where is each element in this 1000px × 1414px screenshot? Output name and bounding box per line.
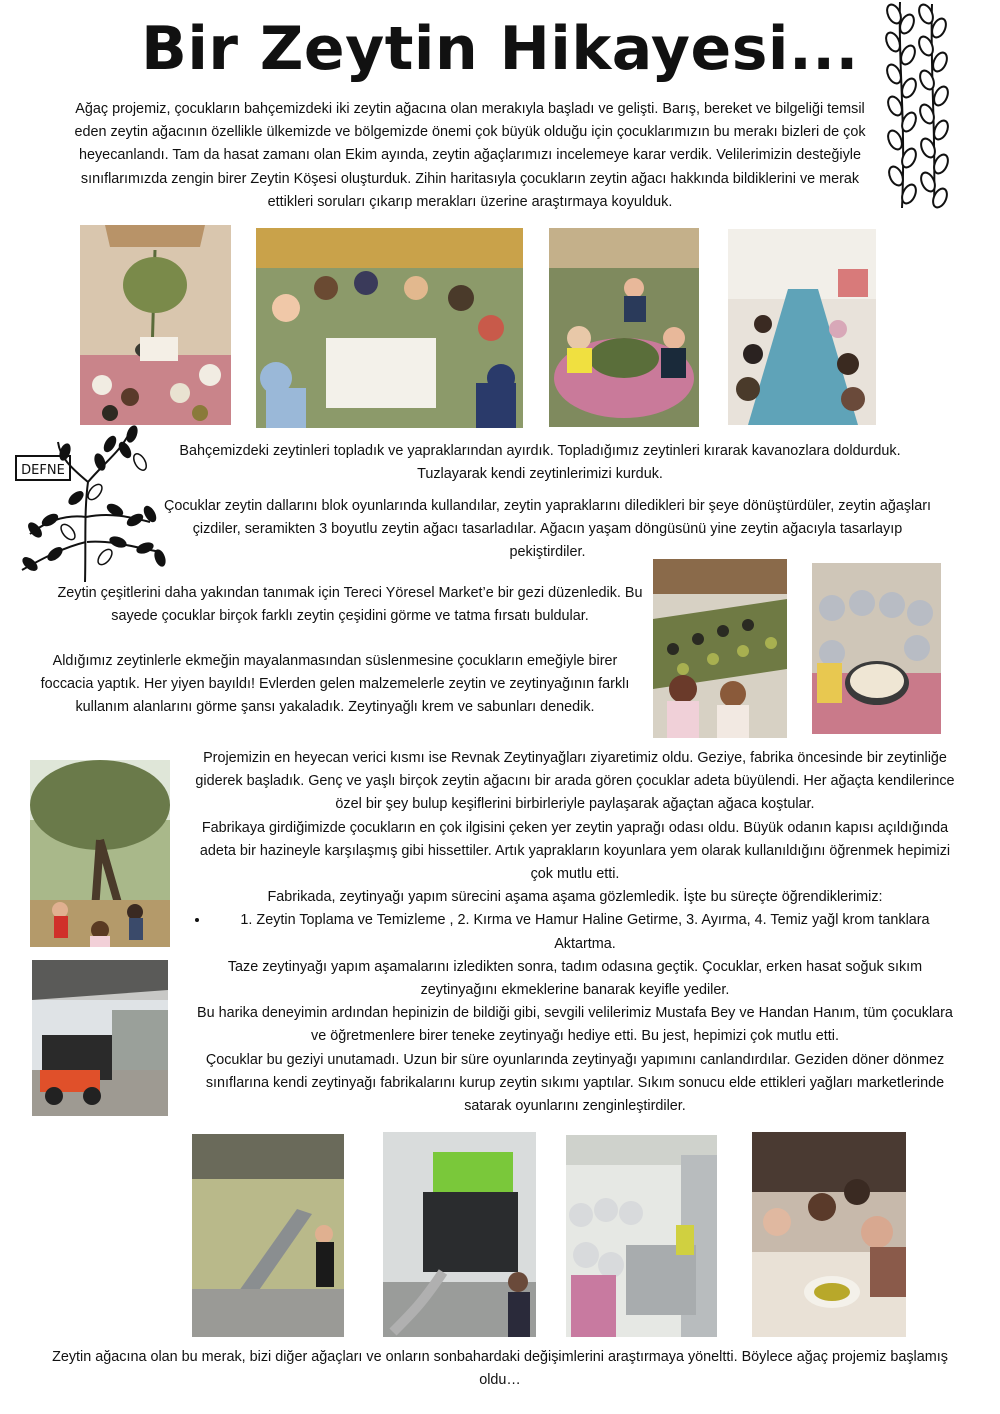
page-title: Bir Zeytin Hikayesi... — [141, 14, 859, 84]
process-intro-paragraph: Fabrikada, zeytinyağı yapım sürecini aşama aşama gözlemledik. İşte bu süreçte öğrendiklerimiz: — [267, 889, 883, 906]
play-paragraph: Çocuklar bu geziyi unutamadı. Uzun bir süre oyunlarında zeytinyağı yapımını canlandırdılar. Geziden döner dönmez sınıflarına kendi zeytinyağı fabrikalarını kurup zeytin sıkımı yaptılar. Sıkım sonucu elde ettikleri yağları marketlerinde satarak oyunlarını zenginleştirdiler. — [205, 1051, 945, 1115]
intro-paragraph: Ağaç projemiz, çocukların bahçemizdeki iki zeytin ağacına olan merakıyla başladı ve gelişti. Barış, bereket ve bilgeliği temsil eden zeytin ağacının özellikle ülkemizde ve bölgemizde önemi çok büyük olduğu için çocuklarımızın bu merakı bizleri de çok heyecanlandı. Tam da hasat zamanı olan Ekim ayında, zeytin ağaçlarımızı incelemeye karar verdik. Velilerimizin desteğiyle sınıflarımızda zengin birer Zeytin Köşesi oluşturduk. Zihin haritasıyla çocukların zeytin ağacı hakkında bildiklerini ve merak ettikleri soruları çıkarıp merakları üzerine araştırmaya koyulduk. — [74, 101, 866, 210]
photo-tanks-room — [566, 1135, 717, 1337]
photo-market-visit — [653, 559, 787, 738]
photo-focaccia-making — [812, 563, 941, 734]
market-paragraph: Zeytin çeşitlerini daha yakından tanımak için Tereci Yöresel Market’e bir gezi düzenledik. Bu sayede çocuklar birçok farklı zeytin çeşidini görme ve tatma fırsatı buldular. — [57, 585, 643, 625]
process-steps-item: • 1. Zeytin Toplama ve Temizleme , 2. Kırma ve Hamur Haline Getirme, 3. Ayırma, 4. Temiz yağl krom tanklara Aktartma. — [210, 909, 960, 955]
visit-paragraph: Projemizin en heyecan verici kısmı ise Revnak Zeytinyağları ziyaretimiz oldu. Geziye, fabrika öncesinde bir zeytinliğe giderek başladık. Genç ve yaşlı birçok zeytin ağacını bir arada gören çocuklar adeta büyülendi. Her ağaçta kendilerince özel bir şey bulup keşiflerini birbirleriyle paylaşarak ağaçtan ağaca koştular. — [195, 750, 955, 813]
photo-tasting-room — [752, 1132, 906, 1337]
harvest-paragraph: Bahçemizdeki zeytinleri topladık ve yapraklarından ayırdık. Topladığımız zeytinleri kırarak kavanozlara doldurduk. Tuzlayarak kendi zeytinlerimizi kurduk. — [179, 443, 901, 483]
photo-factory-conveyor — [192, 1134, 344, 1337]
gift-paragraph: Bu harika deneyimin ardından hepinizin de bildiği gibi, sevgili velilerimiz Mustafa Bey ve Handan Hanım, tüm çocuklara ve öğretmenlere birer teneke zeytinyağı hediye etti. Bu jest, hepimizi çok mutlu etti. — [197, 1005, 953, 1045]
factory-visit-section — [190, 747, 960, 1118]
photo-mind-map-circle — [256, 228, 523, 428]
child-tree-drawing — [10, 422, 170, 590]
process-steps-list — [190, 909, 960, 955]
photo-olive-grove — [30, 760, 170, 947]
focaccia-paragraph: Aldığımız zeytinlerle ekmeğin mayalanmasından süslenmesine çocukların emeğiyle birer foccacia yaptık. Her yiyen bayıldı! Evlerden gelen malzemelerle zeytin ve zeytinyağının farklı kullanım alanlarını görme şansı yakaladık. Zeytinyağlı krem ve sabunları denedik. — [40, 653, 630, 716]
leaf-room-paragraph: Fabrikaya girdiğimizde çocukların en çok ilgisini çeken yer zeytin yaprağı odası oldu. Büyük odanın kapısı açıldığında adeta bir hazineyle karşılaşmış gibi hissettiler. Artık yaprakların koyunlara yem olarak kullanıldığını öğrenmek hepimizi çok mutlu etti. — [199, 819, 951, 883]
tasting-paragraph: Taze zeytinyağı yapım aşamalarını izledikten sonra, tadım odasına geçtik. Çocuklar, erken hasat soğuk sıkım zeytinyağını ekmeklerine banarak keyifle yediler. — [227, 958, 923, 999]
photo-classroom-table — [728, 229, 876, 425]
photo-green-machine — [383, 1132, 536, 1337]
drawing-label: DEFNE — [21, 463, 65, 478]
photo-forklift — [32, 960, 168, 1116]
photo-leaf-sorting — [549, 228, 699, 427]
activities-paragraph: Çocuklar zeytin dallarını blok oyunlarında kullandılar, zeytin yapraklarını diledikleri bir şeye dönüştürdüler, zeytin ağaşları çizdiler, seramikten 3 boyutlu zeytin ağacı tasarladılar. Ağacın yaşam döngüsünü yine zeytin ağacıyla tasarlayıp pekiştirdiler. — [163, 498, 932, 561]
photo-olive-corner — [80, 225, 231, 425]
closing-paragraph: Zeytin ağacına olan bu merak, bizi diğer ağaçları ve onların sonbahardaki değişimlerini araştırmaya yöneltti. Böylece ağaç projemiz başlamış oldu… — [52, 1349, 948, 1389]
olive-branch-drawing — [880, 0, 952, 212]
